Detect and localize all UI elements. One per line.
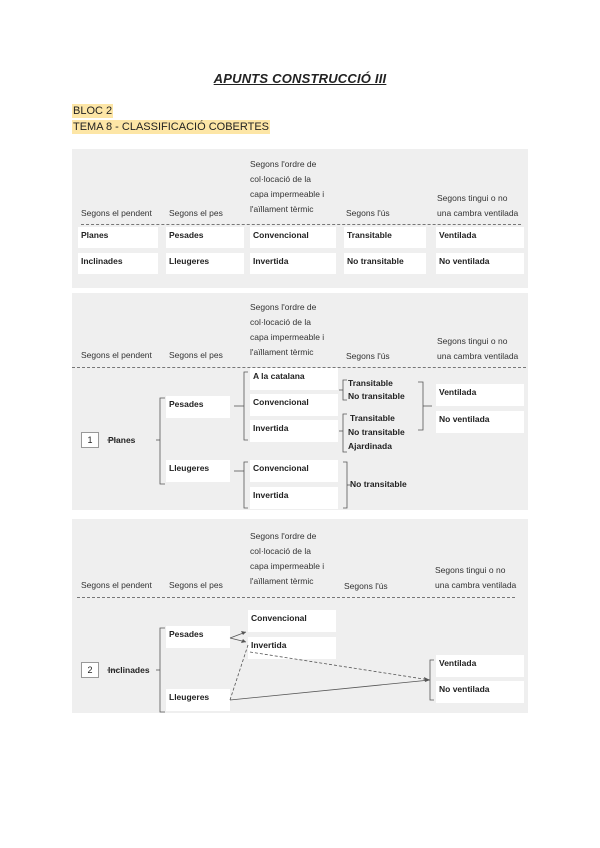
cell-ventilada: Ventilada bbox=[436, 227, 524, 248]
label-planes: Planes bbox=[108, 435, 136, 445]
cell-no-ventilada: No ventilada bbox=[436, 411, 524, 433]
cell-convencional: Convencional bbox=[248, 610, 336, 632]
header-pendent: Segons el pendent bbox=[81, 580, 152, 590]
cell-planes: Planes bbox=[78, 227, 158, 248]
header-pendent: Segons el pendent bbox=[81, 350, 152, 360]
cell-convencional: Convencional bbox=[250, 460, 338, 482]
arrow-head bbox=[241, 631, 246, 635]
label-no-transitable: No transitable bbox=[348, 427, 405, 437]
header-ordre: Segons l'ordre de col·locació de la capa impermeable i l'aïllament tèrmic bbox=[250, 531, 325, 586]
cell-pesades: Pesades bbox=[166, 227, 244, 248]
label-transitable: Transitable bbox=[350, 413, 395, 423]
label-no-transitable: No transitable bbox=[348, 391, 405, 401]
cell-lleugeres: Lleugeres bbox=[166, 689, 230, 711]
cell-invertida: Invertida bbox=[250, 487, 338, 509]
cell-ventilada: Ventilada bbox=[436, 384, 524, 406]
section-number: 2 bbox=[81, 662, 99, 678]
label-no-transitable: No transitable bbox=[350, 479, 407, 489]
label-inclinades: Inclinades bbox=[108, 665, 150, 675]
brace bbox=[244, 462, 248, 508]
brace bbox=[343, 462, 347, 508]
cell-lleugeres: Lleugeres bbox=[166, 253, 244, 274]
header-us: Segons l'ús bbox=[346, 351, 390, 361]
cell-pesades: Pesades bbox=[166, 396, 230, 418]
cell-no-transitable: No transitable bbox=[344, 253, 426, 274]
brace bbox=[160, 628, 165, 712]
tema-heading: TEMA 8 - CLASSIFICACIÓ COBERTES bbox=[73, 121, 270, 133]
header-cambra: Segons tingui o no una cambra ventilada bbox=[435, 565, 517, 590]
cell-pesades: Pesades bbox=[166, 626, 230, 648]
header-ordre: Segons l'ordre de col·locació de la capa impermeable i l'aïllament tèrmic bbox=[250, 302, 325, 357]
cell-no-ventilada: No ventilada bbox=[436, 681, 524, 703]
cell-invertida: Invertida bbox=[250, 420, 338, 442]
brace bbox=[418, 382, 423, 430]
cell-ventilada: Ventilada bbox=[436, 655, 524, 677]
cell-a-la-catalana: A la catalana bbox=[250, 368, 338, 390]
cell-invertida: Invertida bbox=[248, 637, 336, 659]
cell-transitable: Transitable bbox=[344, 227, 426, 248]
header-us: Segons l'ús bbox=[344, 581, 388, 591]
brace bbox=[430, 660, 434, 700]
cell-no-ventilada: No ventilada bbox=[436, 253, 524, 274]
arrow-line bbox=[230, 680, 430, 700]
label-transitable: Transitable bbox=[348, 378, 393, 388]
arrow-line bbox=[250, 652, 430, 680]
arrow-line bbox=[230, 645, 248, 700]
brace bbox=[343, 380, 347, 400]
header-cambra: Segons tingui o no una cambra ventilada bbox=[437, 193, 519, 218]
bloc-heading: BLOC 2 bbox=[73, 105, 113, 117]
header-ordre: Segons l'ordre de col·locació de la capa impermeable i l'aïllament tèrmic bbox=[250, 159, 325, 214]
brace bbox=[343, 414, 347, 452]
label-ajardinada: Ajardinada bbox=[348, 441, 392, 451]
document-title: APUNTS CONSTRUCCIÓ III bbox=[213, 71, 387, 86]
cell-convencional: Convencional bbox=[250, 394, 338, 416]
cell-invertida: Invertida bbox=[250, 253, 336, 274]
header-us: Segons l'ús bbox=[346, 208, 390, 218]
header-pes: Segons el pes bbox=[169, 208, 223, 218]
header-pes: Segons el pes bbox=[169, 580, 223, 590]
brace bbox=[160, 398, 165, 484]
header-pes: Segons el pes bbox=[169, 350, 223, 360]
cell-convencional: Convencional bbox=[250, 227, 336, 248]
cell-lleugeres: Lleugeres bbox=[166, 460, 230, 482]
header-pendent: Segons el pendent bbox=[81, 208, 152, 218]
cell-inclinades: Inclinades bbox=[78, 253, 158, 274]
section-number: 1 bbox=[81, 432, 99, 448]
header-cambra: Segons tingui o no una cambra ventilada bbox=[437, 336, 519, 361]
brace bbox=[244, 372, 248, 440]
